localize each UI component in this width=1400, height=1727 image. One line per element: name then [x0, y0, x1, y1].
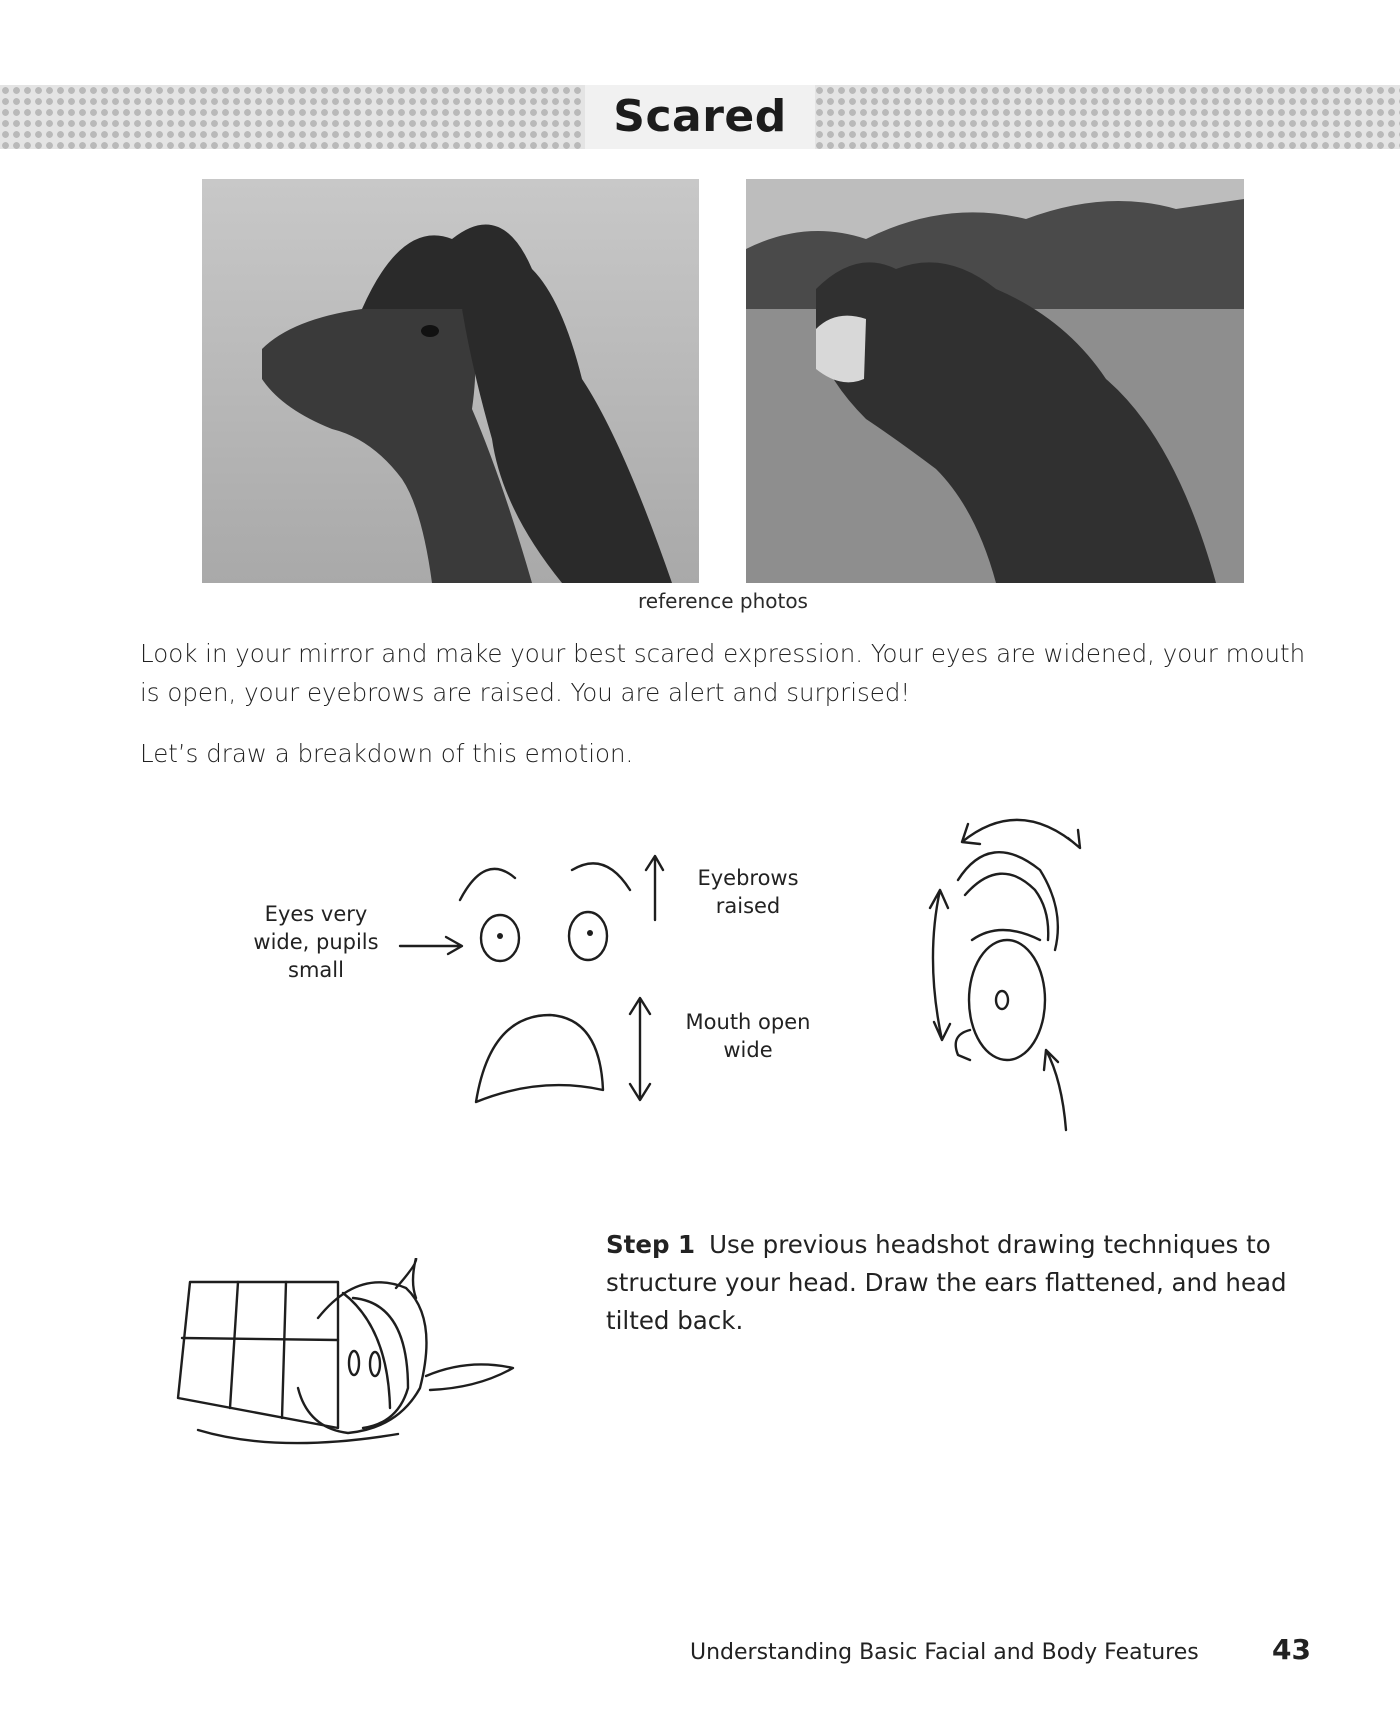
- footer-chapter: Understanding Basic Facial and Body Features: [690, 1640, 1199, 1665]
- side-eye-sketch: [880, 800, 1100, 1140]
- eyebrow-right: [572, 863, 630, 890]
- step1-label: Step 1: [606, 1230, 696, 1259]
- eyes-label: Eyes very wide, pupils small: [253, 902, 379, 982]
- title-banner-label-wrap: [0, 85, 1400, 149]
- breakdown-intro: Let’s draw a breakdown of this emotion.: [140, 739, 634, 768]
- arrow-to-eyes: [400, 937, 462, 954]
- step1-paragraph: [606, 1226, 1326, 1340]
- ear-flattened-side: [426, 1364, 513, 1390]
- step1-text: Use previous headshot drawing techniques to structure your head. Draw the ears flattened, and head tilted back.: [606, 1230, 1287, 1335]
- arrow-mouth-vertical: [630, 998, 650, 1100]
- ear-flattened-top: [396, 1258, 416, 1298]
- arrow-up-to-eye: [1044, 1050, 1066, 1130]
- reference-photo-right: [746, 179, 1244, 583]
- side-eye-lid: [972, 930, 1040, 940]
- photo-caption: reference photos: [638, 589, 808, 613]
- arc-arrow: [962, 820, 1080, 848]
- facial-breakdown-sketch: [390, 840, 680, 1110]
- eye-right: [569, 912, 607, 960]
- eyebrows-label: Eyebrows raised: [697, 866, 799, 918]
- reference-photo-left: [202, 179, 699, 583]
- page-title: Scared: [585, 85, 815, 149]
- eyebrow-left: [460, 869, 515, 900]
- page-number: 43: [1272, 1633, 1311, 1666]
- step1-head-sketch: [168, 1258, 528, 1458]
- mouth-label: Mouth open wide: [685, 1010, 811, 1062]
- mouth-open: [476, 1015, 603, 1102]
- intro-paragraph: Look in your mirror and make your best scared expression. Your eyes are widened, your mouth is open, your eyebrows are raised. You are alert and surprised!: [140, 639, 1306, 707]
- arrow-eyebrows-up: [646, 856, 663, 920]
